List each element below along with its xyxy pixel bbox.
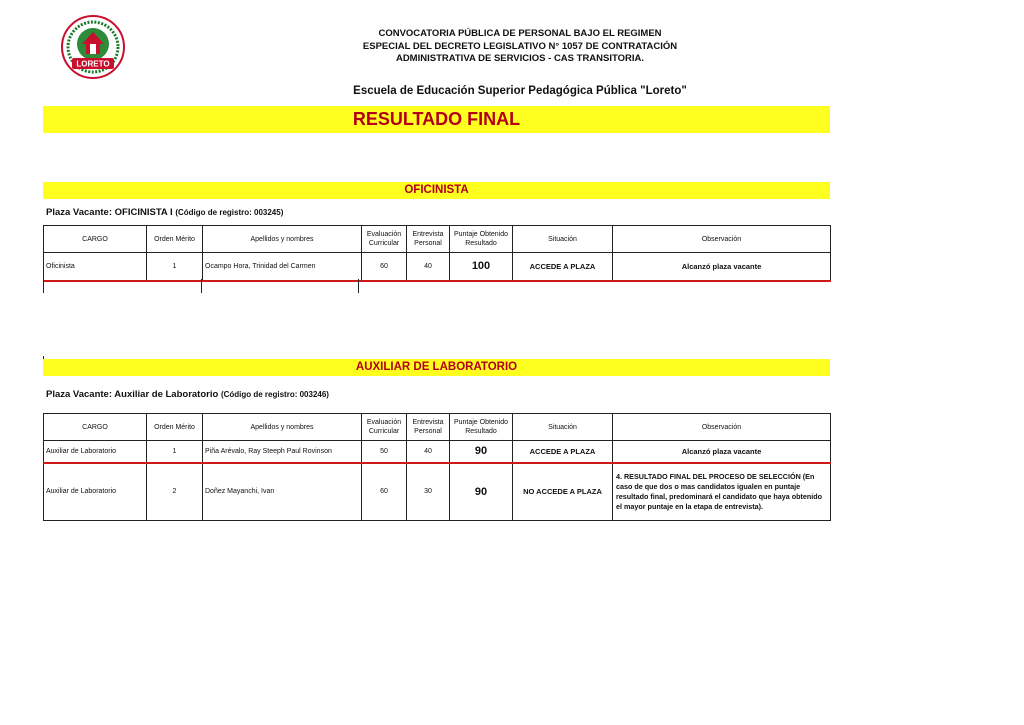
convocatoria-line: CONVOCATORIA PÚBLICA DE PERSONAL BAJO EL REGIMEN [378,28,662,39]
cell-cargo: Auxiliar de Laboratorio [44,441,147,463]
convocatoria-line: ADMINISTRATIVA DE SERVICIOS - CAS TRANSITORIA. [395,53,645,64]
table-header-row [44,414,831,441]
convocatoria-heading [240,28,800,66]
plaza-vacante-auxiliar [46,389,329,400]
cell-puntaje: 100 [450,253,513,281]
table-stub-line [358,279,359,293]
cell-nombre: Piña Arévalo, Ray Steeph Paul Rovinson [203,441,362,463]
table-header-row [44,226,831,253]
plaza-label: Plaza Vacante: Auxiliar de Laboratorio [46,389,219,400]
cell-curricular: 50 [362,441,407,463]
cell-orden: 2 [147,463,203,521]
col-header: CARGO [44,414,147,441]
cell-cargo: Auxiliar de Laboratorio [44,463,147,521]
cell-entrevista: 40 [407,253,450,281]
table-row [44,463,831,521]
page-title: RESULTADO FINAL [352,109,521,129]
table-row [44,253,831,281]
section-title: OFICINISTA [404,184,469,196]
col-header: Apellidos y nombres [203,414,362,441]
cell-entrevista: 30 [407,463,450,521]
cell-situacion: ACCEDE A PLAZA [513,253,613,281]
table-stub-line [201,279,202,293]
col-header: Situación [513,226,613,253]
convocatoria-line: ESPECIAL DEL DECRETO LEGISLATIVO N° 1057 DE CONTRATACIÓN [362,40,678,52]
col-header: Entrevista Personal [407,414,450,441]
institution-logo [60,14,126,80]
col-header: Puntaje Obtenido Resultado [450,226,513,253]
section-title: AUXILIAR DE LABORATORIO [355,361,518,373]
table-stub-line [43,279,44,293]
cell-puntaje: 90 [450,463,513,521]
col-header: Observación [613,414,831,441]
cell-observacion-note: 4. RESULTADO FINAL DEL PROCESO DE SELECCIÓN (En caso de que dos o mas candidatos igualen en puntaje resultado final, predominará el candidato que haya obtenido el mayor puntaje en la etapa de entrevista). [613,463,831,521]
codigo-registro: (Código de registro: 003246) [220,390,329,399]
results-table-oficinista [43,225,831,282]
col-header: Orden Mérito [147,226,203,253]
table-row [44,441,831,463]
page-title-banner [43,106,830,133]
col-header: Evaluación Curricular [362,226,407,253]
col-header: Observación [613,226,831,253]
cell-situacion: ACCEDE A PLAZA [513,441,613,463]
cell-orden: 1 [147,253,203,281]
cell-observacion: Alcanzó plaza vacante [613,253,831,281]
cell-situacion: NO ACCEDE A PLAZA [513,463,613,521]
plaza-label: Plaza Vacante: OFICINISTA I [46,207,173,218]
results-table-auxiliar [43,413,831,521]
logo-text: LORETO [76,59,110,69]
cell-cargo: Oficinista [44,253,147,281]
cell-curricular: 60 [362,463,407,521]
col-header: Entrevista Personal [407,226,450,253]
section-banner-oficinista [43,182,830,199]
col-header: CARGO [44,226,147,253]
cell-observacion: Alcanzó plaza vacante [613,441,831,463]
cell-nombre: Ocampo Hora, Trinidad del Carmen [203,253,362,281]
cell-entrevista: 40 [407,441,450,463]
col-header: Situación [513,414,613,441]
plaza-vacante-oficinista [46,207,283,218]
col-header: Puntaje Obtenido Resultado [450,414,513,441]
col-header: Orden Mérito [147,414,203,441]
codigo-registro: (Código de registro: 003245) [175,208,284,217]
cell-curricular: 60 [362,253,407,281]
cell-nombre: Doñez Mayanchi, Ivan [203,463,362,521]
section-banner-auxiliar [43,359,830,376]
cell-puntaje: 90 [450,441,513,463]
col-header: Evaluación Curricular [362,414,407,441]
school-name: Escuela de Educación Superior Pedagógica Pública "Loreto" [353,85,687,97]
cell-orden: 1 [147,441,203,463]
col-header: Apellidos y nombres [203,226,362,253]
